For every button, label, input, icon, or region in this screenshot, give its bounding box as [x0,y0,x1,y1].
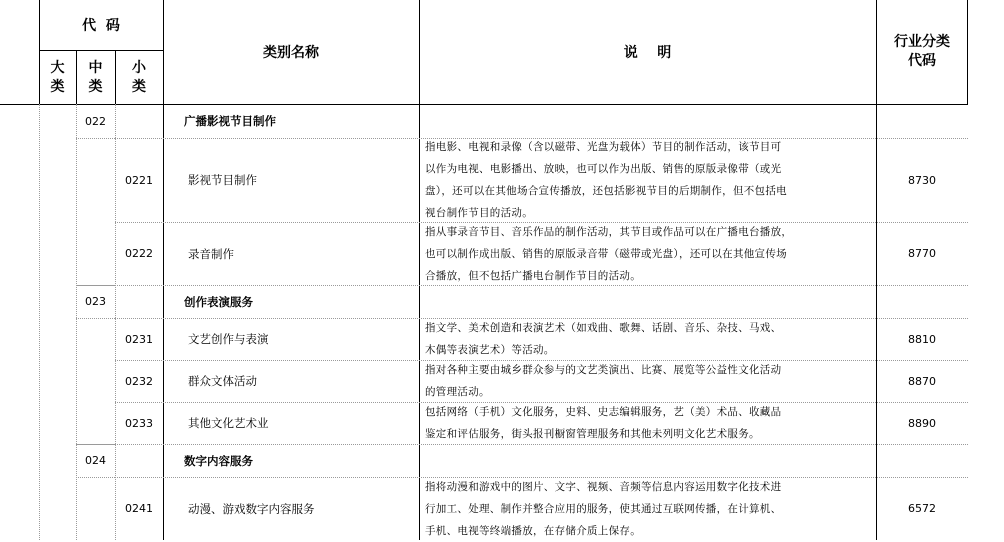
cell-zhong-code: 023 [85,295,106,308]
header-zhong-lei [76,52,115,104]
header-code-group [39,0,163,50]
description-lines [425,359,781,403]
description-line: 也可以制作成出版、销售的原版录音带（磁带或光盘），还可以在其他宣传场 [425,247,787,260]
grid-line-horizontal [115,318,968,319]
cell-xiao-code: 0233 [125,416,153,430]
cell-industry-code: 8770 [908,247,936,260]
description-line: 鉴定和评估服务，街头报刊橱窗管理服务和其他未列明文化艺术服务。 [425,428,760,440]
cell-category-name: 录音制作 [188,246,234,261]
table-row [0,104,1004,138]
cell-category-name: 数字内容服务 [184,453,253,468]
grid-line-vertical [163,0,164,540]
description-line: 指将动漫和游戏中的图片、文字、视频、音频等信息内容运用数字化技术进 [425,480,782,493]
header-category-name [163,0,419,104]
description-line: 指文学、美术创造和表演艺术（如戏曲、歌舞、话剧、音乐、杂技、马戏、 [425,322,782,334]
grid-line-vertical [419,0,420,540]
cell-industry-code: 8870 [908,374,936,388]
description-line: 盘），还可以在其他场合宣传播放，还包括影视节目的后期制作，但不包括电 [425,185,787,197]
description-line: 的管理活动。 [425,386,490,398]
header-da-lei [39,52,76,104]
description-line: 指电影、电视和录像（含以磁带、光盘为载体）节目的制作活动，该节目可 [425,141,782,153]
table-row [0,138,1004,222]
grid-line-horizontal [115,360,968,361]
header-zhong-lei-text: 中 类 [88,60,103,95]
description-line: 包括网络（手机）文化服务，史料、史志编辑服务，艺（美）术品、收藏品 [425,406,782,418]
cell-zhong-code [76,222,115,285]
cell-description [419,318,876,360]
header-xiao-lei [115,52,163,104]
grid-line-horizontal [0,104,968,105]
cell-category-name: 创作表演服务 [184,294,253,309]
grid-line-vertical [39,104,40,540]
description-line: 指对各种主要由城乡群众参与的文艺类演出、比赛、展览等公益性文化活动 [425,364,782,376]
description-lines [425,221,792,287]
grid-line-horizontal [76,318,115,319]
cell-description [419,138,876,222]
cell-description [419,360,876,402]
cell-zhong-code: 022 [85,114,106,128]
cell-description [419,222,876,285]
cell-xiao-code [115,104,163,138]
grid-line-horizontal [76,444,115,445]
description-line: 手机、电视等终端播放，在存储介质上保存。 [425,524,641,537]
cell-xiao-code: 0222 [125,247,153,260]
cell-description [419,444,876,477]
cell-industry-code [876,444,968,477]
grid-line-vertical [967,0,968,104]
cell-zhong-code [76,477,115,540]
grid-line-vertical [876,0,877,540]
table-row [0,285,1004,318]
grid-line-horizontal [76,285,115,286]
cell-category-name: 其他文化艺术业 [188,416,269,430]
description-line: 合播放，但不包括广播电台制作节目的活动。 [425,269,641,282]
cell-xiao-code: 0231 [125,332,153,346]
table-row [0,222,1004,285]
cell-zhong-code [76,360,115,402]
grid-line-vertical [76,50,77,104]
cell-industry-code [876,104,968,138]
grid-line-horizontal [115,402,968,403]
cell-category-name: 影视节目制作 [188,173,257,187]
cell-xiao-code: 0241 [125,502,153,515]
cell-category-name: 群众文体活动 [188,374,257,388]
table-row [0,318,1004,360]
cell-xiao-code [115,444,163,477]
description-line: 木偶等表演艺术）等活动。 [425,344,555,356]
cell-zhong-code [76,318,115,360]
grid-line-horizontal [76,285,968,286]
cell-xiao-code: 0221 [125,173,153,187]
header-category-name-text: 类别名称 [263,45,319,61]
cell-category-name: 动漫、游戏数字内容服务 [188,501,315,516]
grid-line-vertical [115,50,116,104]
description-lines [425,136,787,224]
cell-description [419,477,876,540]
table-row [0,402,1004,444]
header-description [419,0,876,104]
grid-line-horizontal [76,444,968,445]
grid-line-horizontal [76,138,115,139]
cell-xiao-code [115,285,163,318]
table-row [0,444,1004,477]
cell-description [419,285,876,318]
grid-line-horizontal [76,477,115,478]
header-industry-code [876,0,968,104]
description-line: 视台制作节目的活动。 [425,207,533,219]
grid-line-horizontal [39,50,163,51]
cell-zhong-code: 024 [85,454,106,467]
header-da-lei-text: 大 类 [50,60,65,95]
description-lines [425,476,781,542]
description-line: 以作为电视、电影播出、放映，也可以作为出版、销售的原版录像带（或光 [425,163,782,175]
cell-industry-code: 6572 [908,502,936,515]
cell-description [419,402,876,444]
description-lines [425,317,781,361]
grid-line-horizontal [115,138,968,139]
cell-description [419,104,876,138]
header-industry-code-text: 行业分类 代码 [894,34,950,69]
description-lines [425,401,781,445]
cell-industry-code: 8730 [908,173,936,187]
header-description-text: 说 明 [623,45,672,61]
grid-line-vertical [76,104,77,540]
header-code-group-text: 代 码 [82,18,120,34]
grid-line-vertical [39,0,40,104]
table-row [0,360,1004,402]
cell-industry-code: 8810 [908,332,936,346]
table-row [0,477,1004,540]
cell-xiao-code: 0232 [125,374,153,388]
description-line: 指从事录音节目、音乐作品的制作活动，其节目或作品可以在广播电台播放， [425,225,793,238]
header-xiao-lei-text: 小 类 [132,60,146,95]
cell-category-name: 文艺创作与表演 [188,332,269,346]
description-line: 行加工、处理、制作并整合应用的服务，使其通过互联网传播，在计算机、 [425,502,782,515]
cell-industry-code: 8890 [908,416,936,430]
cell-category-name: 广播影视节目制作 [184,114,276,128]
grid-line-vertical [115,104,116,540]
grid-line-horizontal [115,477,968,478]
cell-industry-code [876,285,968,318]
grid-line-horizontal [115,222,968,223]
cell-zhong-code [76,402,115,444]
cell-zhong-code [76,138,115,222]
